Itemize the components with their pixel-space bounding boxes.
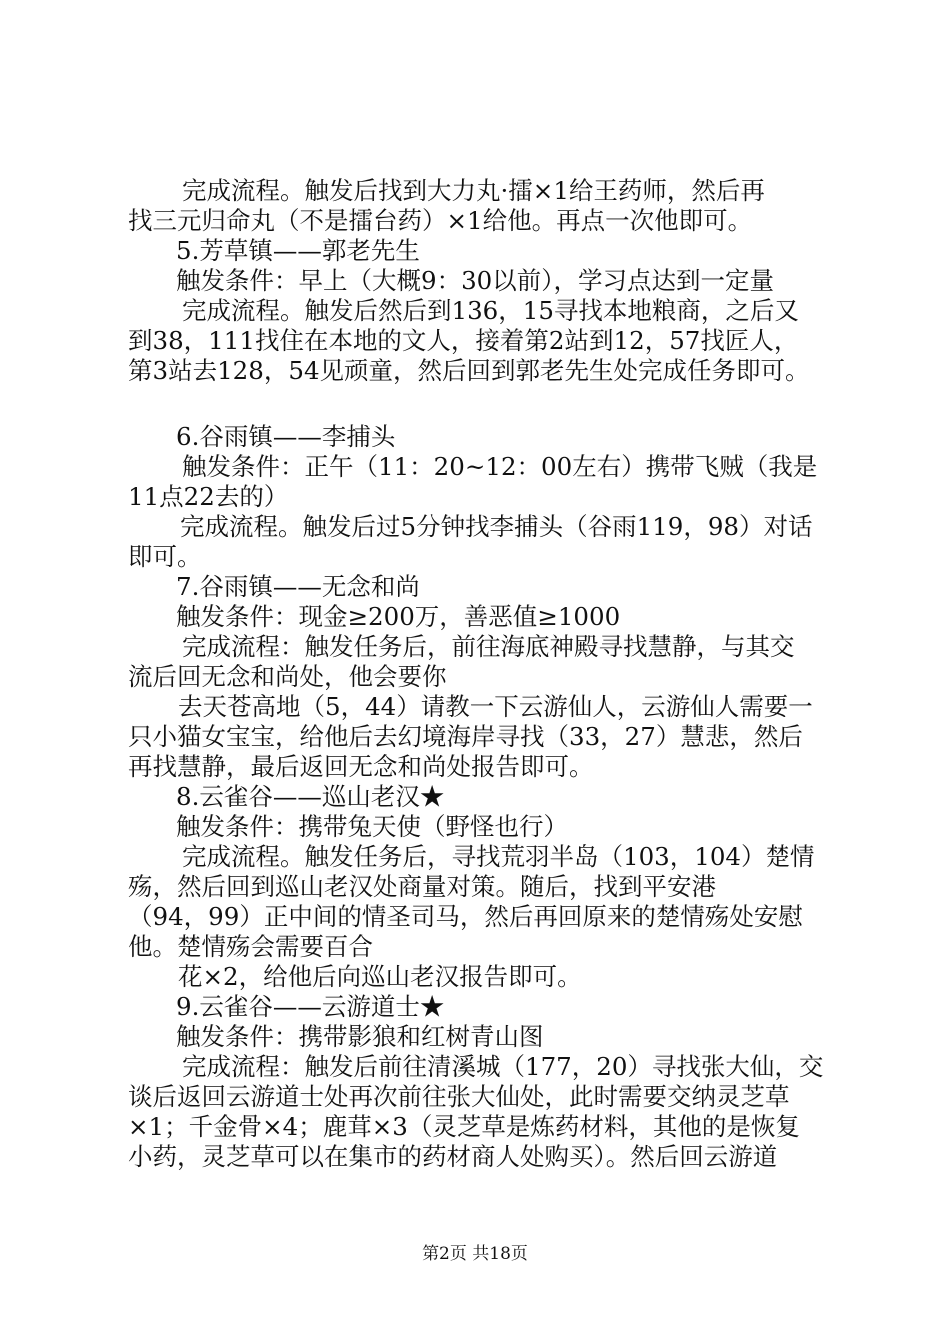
text-line: 即可。 bbox=[128, 542, 202, 571]
text-line: 流后回无念和尚处，他会要你 bbox=[128, 662, 447, 691]
page-number-footer: 第2页 共18页 bbox=[422, 1244, 528, 1264]
section-heading: 8.云雀谷——巡山老汉★ bbox=[176, 782, 445, 811]
section-heading: 6.谷雨镇——李捕头 bbox=[176, 422, 396, 451]
text-line: 完成流程。触发后然后到136，15寻找本地粮商，之后又 bbox=[182, 296, 799, 325]
text-line: ×1；千金骨×4；鹿茸×3（灵芝草是炼药材料，其他的是恢复 bbox=[128, 1112, 800, 1141]
text-line: 完成流程。触发任务后，寻找荒羽半岛（103，104）楚情 bbox=[182, 842, 815, 871]
text-line: 完成流程：触发任务后，前往海底神殿寻找慧静，与其交 bbox=[182, 632, 795, 661]
text-line: 去天苍高地（5，44）请教一下云游仙人，云游仙人需要一 bbox=[178, 692, 813, 721]
text-line: 完成流程。触发后找到大力丸·擂×1给王药师，然后再 bbox=[182, 176, 765, 205]
text-line: 完成流程。触发后过5分钟找李捕头（谷雨119，98）对话 bbox=[180, 512, 813, 541]
text-line: 第3站去128，54见顽童，然后回到郭老先生处完成任务即可。 bbox=[128, 356, 810, 385]
text-line: 触发条件：正午（11：20~12：00左右）携带飞贼（我是 bbox=[182, 452, 818, 481]
text-line: （94，99）正中间的情圣司马，然后再回原来的楚情殇处安慰 bbox=[128, 902, 803, 931]
text-line: 找三元归命丸（不是擂台药）×1给他。再点一次他即可。 bbox=[128, 206, 753, 235]
text-line: 触发条件：携带影狼和红树青山图 bbox=[176, 1022, 544, 1051]
text-line: 小药，灵芝草可以在集市的药材商人处购买）。然后回云游道 bbox=[128, 1142, 778, 1171]
text-line: 只小猫女宝宝，给他后去幻境海岸寻找（33，27）慧悲，然后 bbox=[128, 722, 803, 751]
text-line: 花×2，给他后向巡山老汉报告即可。 bbox=[178, 962, 582, 991]
text-line: 触发条件：早上（大概9：30以前），学习点达到一定量 bbox=[176, 266, 775, 295]
text-line: 完成流程：触发后前往清溪城（177，20）寻找张大仙，交 bbox=[182, 1052, 824, 1081]
text-line: 11点22去的） bbox=[128, 482, 289, 511]
section-heading: 9.云雀谷——云游道士★ bbox=[176, 992, 445, 1021]
text-line: 到38，111找住在本地的文人，接着第2站到12，57找匠人， bbox=[128, 326, 799, 355]
text-line: 触发条件：携带兔天使（野怪也行） bbox=[176, 812, 568, 841]
section-heading: 5.芳草镇——郭老先生 bbox=[176, 236, 420, 265]
text-line: 殇，然后回到巡山老汉处商量对策。随后，找到平安港 bbox=[128, 872, 716, 901]
text-line: 谈后返回云游道士处再次前往张大仙处，此时需要交纳灵芝草 bbox=[128, 1082, 790, 1111]
text-line: 他。楚情殇会需要百合 bbox=[128, 932, 373, 961]
section-heading: 7.谷雨镇——无念和尚 bbox=[176, 572, 420, 601]
text-line: 再找慧静，最后返回无念和尚处报告即可。 bbox=[128, 752, 594, 781]
text-line: 触发条件：现金≥200万，善恶值≥1000 bbox=[176, 602, 621, 631]
